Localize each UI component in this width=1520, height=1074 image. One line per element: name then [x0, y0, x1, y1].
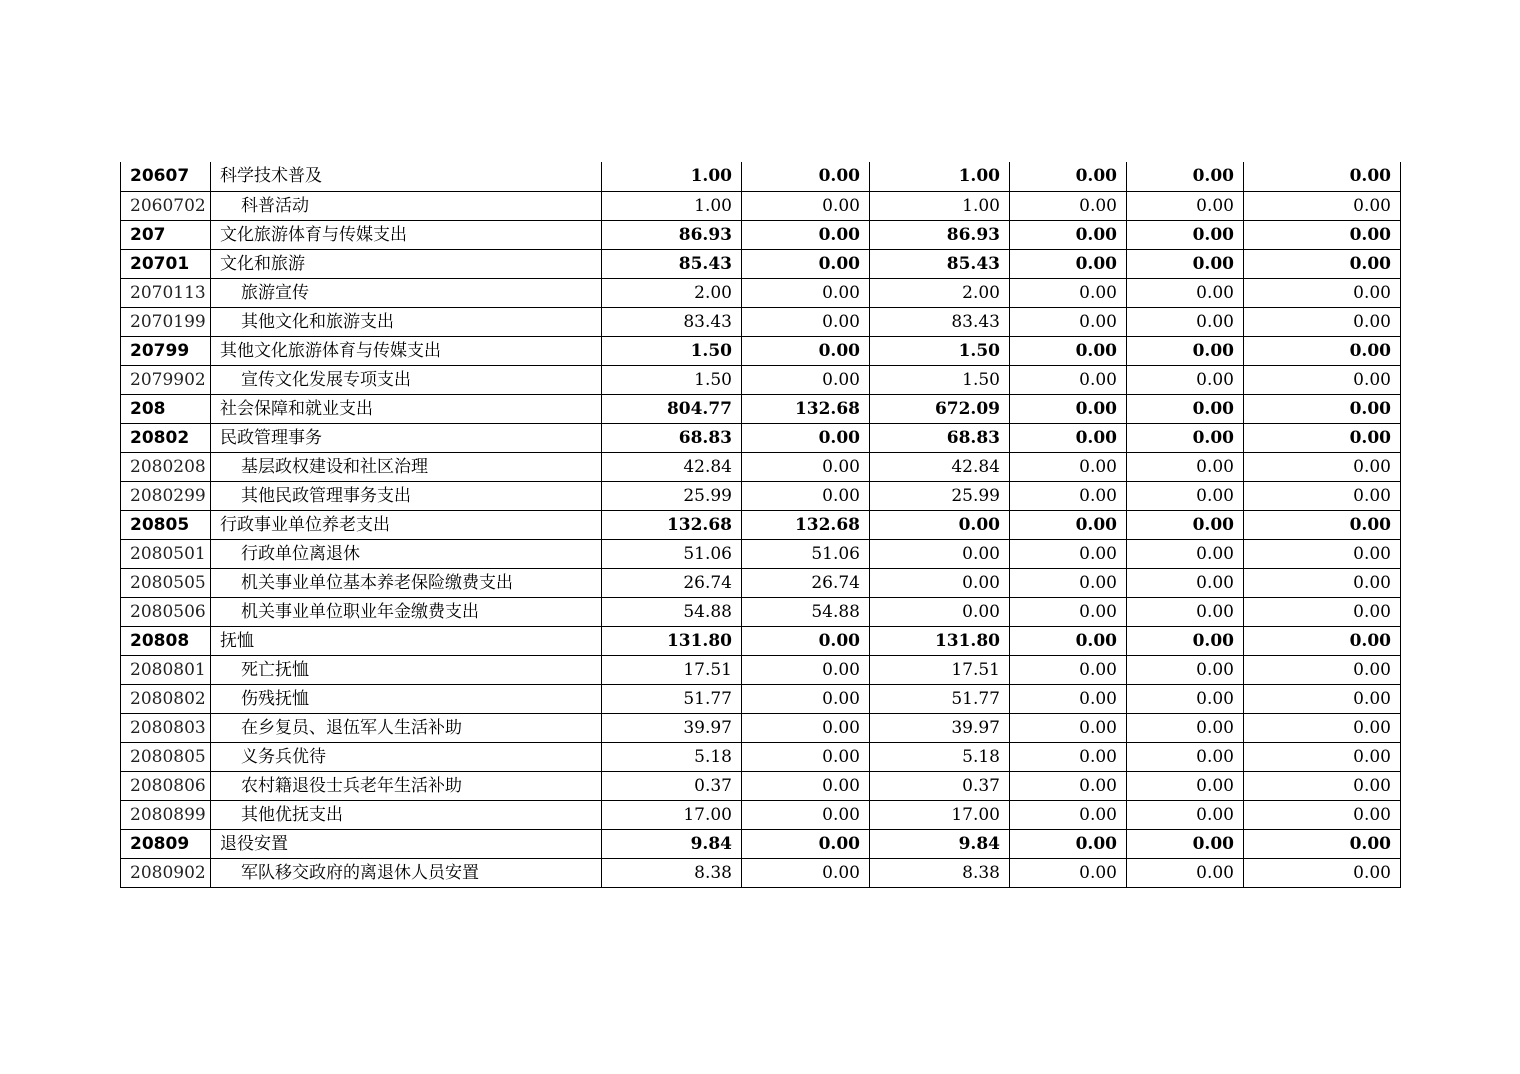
subject-name-cell: 文化和旅游 [211, 249, 602, 278]
amount-cell: 0.00 [1244, 162, 1401, 191]
amount-cell: 0.00 [1010, 742, 1127, 771]
amount-cell: 1.00 [602, 191, 742, 220]
subject-code-cell: 2080801 [121, 655, 211, 684]
table-row [121, 829, 1401, 858]
amount-cell: 17.00 [602, 800, 742, 829]
amount-cell: 0.00 [742, 191, 870, 220]
amount-cell: 83.43 [602, 307, 742, 336]
amount-cell: 85.43 [870, 249, 1010, 278]
amount-cell: 9.84 [602, 829, 742, 858]
subject-code-cell: 2080299 [121, 481, 211, 510]
amount-cell: 0.00 [1127, 423, 1244, 452]
amount-cell: 86.93 [870, 220, 1010, 249]
amount-cell: 51.06 [602, 539, 742, 568]
amount-cell: 1.50 [602, 336, 742, 365]
amount-cell: 0.00 [1244, 655, 1401, 684]
amount-cell: 9.84 [870, 829, 1010, 858]
amount-cell: 85.43 [602, 249, 742, 278]
subject-code-cell: 2070199 [121, 307, 211, 336]
subject-name-cell: 在乡复员、退伍军人生活补助 [211, 713, 602, 742]
amount-cell: 0.00 [1244, 191, 1401, 220]
table-row [121, 858, 1401, 887]
amount-cell: 0.00 [742, 278, 870, 307]
amount-cell: 0.00 [1127, 713, 1244, 742]
amount-cell: 0.00 [1127, 162, 1244, 191]
table-row [121, 684, 1401, 713]
amount-cell: 132.68 [602, 510, 742, 539]
amount-cell: 0.00 [870, 568, 1010, 597]
amount-cell: 132.68 [742, 394, 870, 423]
amount-cell: 1.50 [602, 365, 742, 394]
amount-cell: 0.00 [742, 858, 870, 887]
amount-cell: 0.00 [1127, 249, 1244, 278]
amount-cell: 0.00 [1010, 655, 1127, 684]
amount-cell: 54.88 [602, 597, 742, 626]
subject-name-cell: 民政管理事务 [211, 423, 602, 452]
amount-cell: 0.00 [742, 423, 870, 452]
subject-name-cell: 农村籍退役士兵老年生活补助 [211, 771, 602, 800]
amount-cell: 0.00 [1010, 539, 1127, 568]
table-row [121, 162, 1401, 191]
amount-cell: 0.00 [742, 626, 870, 655]
amount-cell: 0.00 [1244, 539, 1401, 568]
amount-cell: 0.00 [1127, 568, 1244, 597]
amount-cell: 0.00 [1244, 597, 1401, 626]
amount-cell: 0.00 [1127, 336, 1244, 365]
subject-code-cell: 2080506 [121, 597, 211, 626]
table-row [121, 597, 1401, 626]
amount-cell: 17.51 [602, 655, 742, 684]
amount-cell: 0.00 [1127, 858, 1244, 887]
amount-cell: 0.00 [1244, 336, 1401, 365]
subject-name-cell: 其他文化旅游体育与传媒支出 [211, 336, 602, 365]
amount-cell: 0.00 [1127, 394, 1244, 423]
amount-cell: 132.68 [742, 510, 870, 539]
amount-cell: 131.80 [870, 626, 1010, 655]
table-row [121, 423, 1401, 452]
amount-cell: 0.00 [1244, 307, 1401, 336]
subject-name-cell: 军队移交政府的离退休人员安置 [211, 858, 602, 887]
amount-cell: 0.00 [742, 800, 870, 829]
amount-cell: 0.00 [742, 307, 870, 336]
amount-cell: 0.00 [742, 249, 870, 278]
amount-cell: 0.00 [1010, 365, 1127, 394]
amount-cell: 1.50 [870, 365, 1010, 394]
amount-cell: 0.00 [1127, 510, 1244, 539]
amount-cell: 0.00 [742, 829, 870, 858]
amount-cell: 2.00 [870, 278, 1010, 307]
subject-code-cell: 2080806 [121, 771, 211, 800]
table-body [121, 162, 1401, 887]
subject-name-cell: 基层政权建设和社区治理 [211, 452, 602, 481]
table-row [121, 365, 1401, 394]
amount-cell: 0.00 [1010, 278, 1127, 307]
amount-cell: 0.00 [742, 742, 870, 771]
amount-cell: 42.84 [870, 452, 1010, 481]
subject-code-cell: 20802 [121, 423, 211, 452]
amount-cell: 0.00 [1244, 249, 1401, 278]
amount-cell: 0.00 [742, 365, 870, 394]
amount-cell: 0.00 [1010, 452, 1127, 481]
amount-cell: 0.00 [1127, 539, 1244, 568]
subject-code-cell: 20607 [121, 162, 211, 191]
budget-table [120, 162, 1401, 888]
subject-name-cell: 社会保障和就业支出 [211, 394, 602, 423]
amount-cell: 0.00 [1010, 220, 1127, 249]
amount-cell: 0.00 [1127, 771, 1244, 800]
amount-cell: 1.00 [602, 162, 742, 191]
amount-cell: 0.00 [1127, 742, 1244, 771]
amount-cell: 0.00 [1127, 220, 1244, 249]
table-row [121, 771, 1401, 800]
amount-cell: 0.00 [1127, 829, 1244, 858]
table-row [121, 452, 1401, 481]
amount-cell: 0.00 [1244, 510, 1401, 539]
subject-code-cell: 2079902 [121, 365, 211, 394]
amount-cell: 0.00 [1010, 423, 1127, 452]
subject-code-cell: 20799 [121, 336, 211, 365]
amount-cell: 0.00 [1010, 771, 1127, 800]
amount-cell: 0.00 [1010, 858, 1127, 887]
amount-cell: 68.83 [870, 423, 1010, 452]
subject-code-cell: 2080208 [121, 452, 211, 481]
amount-cell: 0.00 [1244, 220, 1401, 249]
subject-name-cell: 死亡抚恤 [211, 655, 602, 684]
amount-cell: 0.00 [1127, 481, 1244, 510]
table-row [121, 307, 1401, 336]
amount-cell: 0.00 [1010, 829, 1127, 858]
subject-code-cell: 2080902 [121, 858, 211, 887]
subject-name-cell: 其他民政管理事务支出 [211, 481, 602, 510]
subject-name-cell: 行政事业单位养老支出 [211, 510, 602, 539]
amount-cell: 0.00 [1127, 278, 1244, 307]
amount-cell: 0.37 [870, 771, 1010, 800]
table-row [121, 336, 1401, 365]
table-row [121, 626, 1401, 655]
subject-name-cell: 抚恤 [211, 626, 602, 655]
amount-cell: 0.00 [742, 162, 870, 191]
amount-cell: 42.84 [602, 452, 742, 481]
amount-cell: 39.97 [602, 713, 742, 742]
amount-cell: 25.99 [870, 481, 1010, 510]
amount-cell: 0.00 [742, 713, 870, 742]
amount-cell: 0.00 [1010, 568, 1127, 597]
amount-cell: 5.18 [602, 742, 742, 771]
amount-cell: 39.97 [870, 713, 1010, 742]
amount-cell: 0.00 [1244, 394, 1401, 423]
amount-cell: 0.00 [1127, 452, 1244, 481]
amount-cell: 0.00 [1244, 858, 1401, 887]
amount-cell: 0.00 [1010, 481, 1127, 510]
amount-cell: 0.00 [742, 771, 870, 800]
table-row [121, 278, 1401, 307]
amount-cell: 0.00 [1244, 481, 1401, 510]
table-row [121, 655, 1401, 684]
amount-cell: 0.00 [1127, 307, 1244, 336]
amount-cell: 51.77 [870, 684, 1010, 713]
amount-cell: 0.00 [742, 452, 870, 481]
table-row [121, 394, 1401, 423]
subject-code-cell: 2070113 [121, 278, 211, 307]
table-row [121, 568, 1401, 597]
amount-cell: 5.18 [870, 742, 1010, 771]
amount-cell: 0.00 [1010, 394, 1127, 423]
subject-code-cell: 2080501 [121, 539, 211, 568]
subject-code-cell: 20701 [121, 249, 211, 278]
amount-cell: 0.00 [742, 655, 870, 684]
amount-cell: 0.00 [1127, 626, 1244, 655]
amount-cell: 1.00 [870, 191, 1010, 220]
subject-code-cell: 2080505 [121, 568, 211, 597]
amount-cell: 0.00 [1244, 452, 1401, 481]
amount-cell: 0.00 [1127, 684, 1244, 713]
amount-cell: 83.43 [870, 307, 1010, 336]
amount-cell: 17.00 [870, 800, 1010, 829]
amount-cell: 1.50 [870, 336, 1010, 365]
amount-cell: 0.00 [1010, 307, 1127, 336]
amount-cell: 0.00 [742, 220, 870, 249]
table-row [121, 539, 1401, 568]
amount-cell: 0.00 [1244, 742, 1401, 771]
subject-name-cell: 其他文化和旅游支出 [211, 307, 602, 336]
subject-name-cell: 其他优抚支出 [211, 800, 602, 829]
amount-cell: 0.00 [1244, 568, 1401, 597]
table-row [121, 800, 1401, 829]
subject-code-cell: 20808 [121, 626, 211, 655]
amount-cell: 17.51 [870, 655, 1010, 684]
table-row [121, 191, 1401, 220]
subject-code-cell: 2080899 [121, 800, 211, 829]
subject-code-cell: 208 [121, 394, 211, 423]
amount-cell: 0.00 [1010, 191, 1127, 220]
amount-cell: 0.00 [1244, 684, 1401, 713]
table-row [121, 713, 1401, 742]
amount-cell: 0.00 [1010, 626, 1127, 655]
subject-code-cell: 20805 [121, 510, 211, 539]
subject-name-cell: 义务兵优待 [211, 742, 602, 771]
amount-cell: 8.38 [602, 858, 742, 887]
amount-cell: 0.00 [1127, 365, 1244, 394]
amount-cell: 0.00 [1244, 423, 1401, 452]
subject-code-cell: 20809 [121, 829, 211, 858]
subject-name-cell: 宣传文化发展专项支出 [211, 365, 602, 394]
amount-cell: 0.00 [1244, 713, 1401, 742]
amount-cell: 0.00 [1010, 713, 1127, 742]
subject-code-cell: 2080802 [121, 684, 211, 713]
subject-name-cell: 行政单位离退休 [211, 539, 602, 568]
subject-name-cell: 伤残抚恤 [211, 684, 602, 713]
amount-cell: 0.00 [1010, 162, 1127, 191]
amount-cell: 0.00 [1244, 800, 1401, 829]
amount-cell: 0.00 [742, 684, 870, 713]
amount-cell: 131.80 [602, 626, 742, 655]
amount-cell: 0.00 [1010, 510, 1127, 539]
amount-cell: 0.00 [1010, 684, 1127, 713]
subject-code-cell: 2080803 [121, 713, 211, 742]
amount-cell: 0.00 [1127, 655, 1244, 684]
subject-code-cell: 2060702 [121, 191, 211, 220]
subject-name-cell: 机关事业单位职业年金缴费支出 [211, 597, 602, 626]
amount-cell: 0.00 [742, 336, 870, 365]
amount-cell: 0.00 [1010, 800, 1127, 829]
amount-cell: 86.93 [602, 220, 742, 249]
amount-cell: 0.00 [1244, 626, 1401, 655]
amount-cell: 0.00 [1127, 597, 1244, 626]
amount-cell: 0.00 [1244, 365, 1401, 394]
amount-cell: 25.99 [602, 481, 742, 510]
subject-code-cell: 207 [121, 220, 211, 249]
amount-cell: 0.00 [1244, 771, 1401, 800]
table-row [121, 742, 1401, 771]
subject-name-cell: 机关事业单位基本养老保险缴费支出 [211, 568, 602, 597]
amount-cell: 804.77 [602, 394, 742, 423]
amount-cell: 0.00 [1010, 336, 1127, 365]
amount-cell: 0.00 [742, 481, 870, 510]
amount-cell: 51.06 [742, 539, 870, 568]
table-row [121, 481, 1401, 510]
amount-cell: 0.00 [1127, 191, 1244, 220]
amount-cell: 672.09 [870, 394, 1010, 423]
amount-cell: 68.83 [602, 423, 742, 452]
amount-cell: 26.74 [602, 568, 742, 597]
subject-name-cell: 文化旅游体育与传媒支出 [211, 220, 602, 249]
amount-cell: 1.00 [870, 162, 1010, 191]
subject-name-cell: 科普活动 [211, 191, 602, 220]
amount-cell: 26.74 [742, 568, 870, 597]
amount-cell: 0.00 [1244, 278, 1401, 307]
amount-cell: 0.00 [1127, 800, 1244, 829]
table-row [121, 510, 1401, 539]
amount-cell: 0.00 [1010, 597, 1127, 626]
amount-cell: 8.38 [870, 858, 1010, 887]
subject-name-cell: 旅游宣传 [211, 278, 602, 307]
amount-cell: 0.37 [602, 771, 742, 800]
amount-cell: 2.00 [602, 278, 742, 307]
amount-cell: 0.00 [870, 597, 1010, 626]
amount-cell: 0.00 [870, 539, 1010, 568]
amount-cell: 54.88 [742, 597, 870, 626]
table-row [121, 249, 1401, 278]
subject-code-cell: 2080805 [121, 742, 211, 771]
table-row [121, 220, 1401, 249]
subject-name-cell: 科学技术普及 [211, 162, 602, 191]
subject-name-cell: 退役安置 [211, 829, 602, 858]
amount-cell: 0.00 [870, 510, 1010, 539]
amount-cell: 0.00 [1244, 829, 1401, 858]
amount-cell: 0.00 [1010, 249, 1127, 278]
amount-cell: 51.77 [602, 684, 742, 713]
